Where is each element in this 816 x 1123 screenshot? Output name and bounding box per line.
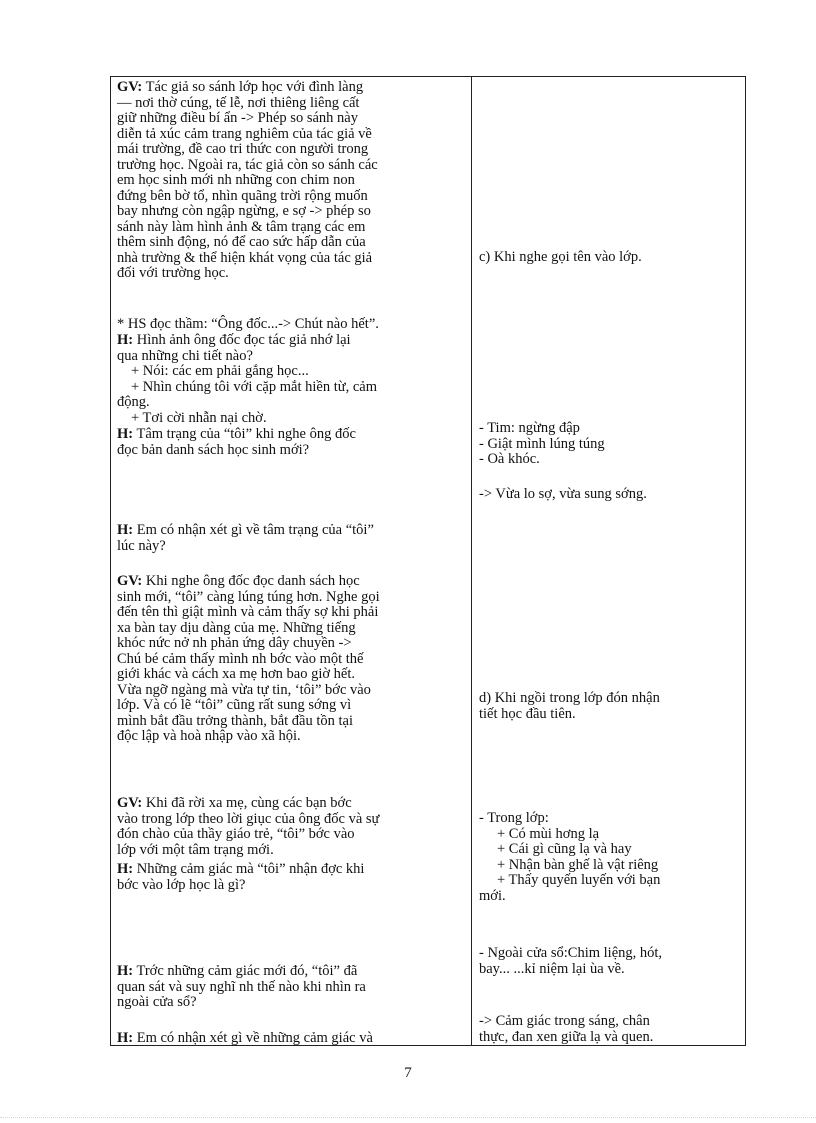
section-d-heading: d) Khi ngồi trong lớp đón nhận tiết học đầu tiên. [479, 690, 660, 722]
outside-window-note: - Ngoài cửa sổ:Chim liệng, hót, bay... ...kỉ niệm lại ùa về. [479, 945, 663, 977]
detail-list: + Nói: các em phải gắng học... + Nhìn chúng tôi với cặp mắt hiền từ, cảm động. + Tơi cời nhẫn nại chờ. [117, 363, 377, 426]
in-class-list: - Trong lớp: + Có mùi hơng lạ + Cái gì cũng lạ và hay + Nhận bàn ghế là vật riêng + Thấy quyến luyến với bạn mới. [479, 810, 661, 904]
question-5: H: Trớc những cảm giác mới đó, “tôi” đã quan sát và suy nghĩ nh thế nào khi nhìn ra ngoài cửa sổ? [117, 963, 366, 1010]
conclusion-d: -> Cảm giác trong sáng, chân thực, đan xen giữa lạ và quen. [479, 1013, 654, 1045]
question-label: H: [117, 426, 134, 442]
gv-label: GV: [117, 795, 143, 811]
lesson-table [110, 76, 746, 1046]
hs-reading-note: * HS đọc thầm: “Ông đốc...-> Chút nào hết”. [117, 316, 379, 332]
question-6: H: Em có nhận xét gì về những cảm giác và [117, 1030, 373, 1046]
question-3: H: Em có nhận xét gì về tâm trạng của “tôi” lúc này? [117, 522, 374, 554]
gv-note-3: GV: Khi đã rời xa mẹ, cùng các bạn bớc vào trong lớp theo lời giục của ông đốc và sự đón chào của thầy giáo trẻ, “tôi” bớc vào lớp với một tâm trạng mới. [117, 795, 380, 858]
question-1: H: Hình ảnh ông đốc đọc tác giả nhớ lại qua những chi tiết nào? [117, 332, 351, 364]
gv-note-2: GV: Khi nghe ông đốc đọc danh sách học sinh mới, “tôi” càng lúng túng hơn. Nghe gọi đến tên thì giật mình và cảm thấy sợ khi phải xa bàn tay dịu dàng của mẹ. Những tiếng khóc nức nở nh phản ứng dây chuyền -> Chú bé cảm thấy mình nh bớc vào một thế giới khác và cách xa mẹ hơn bao giờ hết. Vừa ngỡ ngàng mà vừa tự tin, ‘tôi” bớc vào lớp. Và có lẽ “tôi” cũng rất sung sớng vì mình bắt đầu trởng thành, bắt đầu tồn tại độc lập và hoà nhập vào xã hội. [117, 573, 380, 744]
page-number: 7 [404, 1065, 412, 1081]
column-divider [471, 77, 472, 1045]
question-label: H: [117, 522, 134, 538]
conclusion-c: -> Vừa lo sợ, vừa sung sớng. [479, 486, 647, 502]
question-2: H: Tâm trạng của “tôi” khi nghe ông đốc đọc bản danh sách học sinh mới? [117, 426, 356, 458]
footer-divider [0, 1117, 816, 1118]
section-c-heading: c) Khi nghe gọi tên vào lớp. [479, 249, 642, 265]
question-label: H: [117, 861, 134, 877]
gv-note-1: GV: Tác giả so sánh lớp học với đình làng — nơi thờ cúng, tế lễ, nơi thiêng liêng cất giữ những điều bí ẩn -> Phép so sánh này diễn tả xúc cảm trang nghiêm của tác giả về mái trường, đề cao tri thức con người trong trường học. Ngoài ra, tác giả còn so sánh các em học sinh mới nh những con chim non đứng bên bờ tổ, nhìn quãng trời rộng muốn bay nhưng còn ngập ngừng, e sợ -> phép so sánh này làm hình ảnh & tâm trạng các em thêm sinh động, nó để cao sức hấp dẫn của nhà trường & thể hiện khát vọng của tác giả đối với trường học. [117, 79, 378, 281]
gv-label: GV: [117, 573, 143, 589]
question-4: H: Những cảm giác mà “tôi” nhận đợc khi bớc vào lớp học là gì? [117, 861, 365, 893]
gv-label: GV: [117, 79, 143, 95]
question-label: H: [117, 1030, 134, 1046]
question-label: H: [117, 332, 134, 348]
reaction-list: - Tim: ngừng đập - Giật mình lúng túng - Oà khóc. [479, 420, 605, 467]
question-label: H: [117, 963, 134, 979]
